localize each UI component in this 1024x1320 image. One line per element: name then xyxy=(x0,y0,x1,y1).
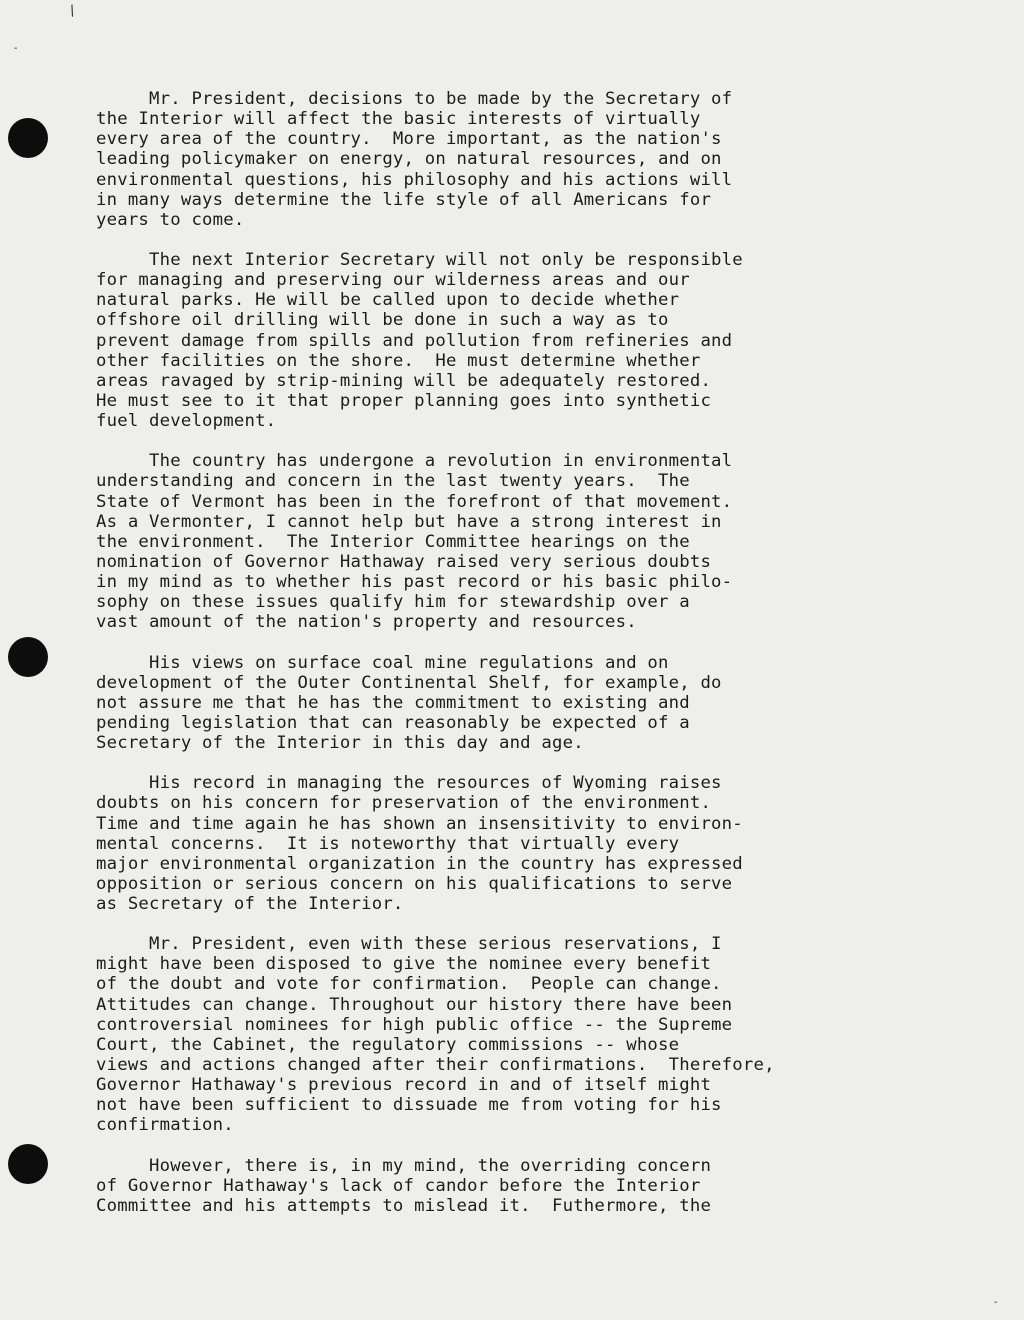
margin-mark: - xyxy=(14,43,18,54)
text-line: as Secretary of the Interior. xyxy=(96,894,404,915)
paragraph xyxy=(96,1156,996,1216)
punch-hole-bottom xyxy=(8,1144,48,1184)
text-line: areas ravaged by strip-mining will be adequately restored. xyxy=(96,370,712,391)
text-line: confirmation. xyxy=(96,1115,234,1136)
text-line: doubts on his concern for preservation of the environment. xyxy=(96,793,712,814)
paragraph xyxy=(96,773,996,914)
text-line: the environment. The Interior Committee hearings on the xyxy=(96,531,690,552)
text-line: major environmental organization in the country has expressed xyxy=(96,853,743,874)
text-line: in my mind as to whether his past record or his basic philo- xyxy=(96,572,733,593)
text-line: However, there is, in my mind, the overriding concern xyxy=(96,1155,712,1176)
paragraph xyxy=(96,653,996,754)
text-line: His views on surface coal mine regulations and on xyxy=(96,652,669,673)
text-line: prevent damage from spills and pollution from refineries and xyxy=(96,330,733,351)
text-line: of Governor Hathaway's lack of candor before the Interior xyxy=(96,1175,701,1196)
text-line: Governor Hathaway's previous record in and of itself might xyxy=(96,1075,712,1096)
text-line: Attitudes can change. Throughout our history there have been xyxy=(96,994,733,1015)
text-line: The next Interior Secretary will not only be responsible xyxy=(96,249,743,270)
text-line: opposition or serious concern on his qualifications to serve xyxy=(96,873,733,894)
text-line: for managing and preserving our wilderness areas and our xyxy=(96,270,690,291)
text-line: sophy on these issues qualify him for stewardship over a xyxy=(96,592,690,613)
text-line: development of the Outer Continental Shelf, for example, do xyxy=(96,672,722,693)
text-line: Time and time again he has shown an insensitivity to environ- xyxy=(96,813,743,834)
corner-mark: - xyxy=(994,1297,998,1308)
text-line: other facilities on the shore. He must determine whether xyxy=(96,350,701,371)
text-line: understanding and concern in the last twenty years. The xyxy=(96,471,690,492)
text-line: Court, the Cabinet, the regulatory commissions -- whose xyxy=(96,1034,680,1055)
text-line: offshore oil drilling will be done in such a way as to xyxy=(96,310,669,331)
text-line: environmental questions, his philosophy and his actions will xyxy=(96,169,733,190)
text-line: His record in managing the resources of Wyoming raises xyxy=(96,773,722,794)
text-line: The country has undergone a revolution in environmental xyxy=(96,451,733,472)
text-line: Mr. President, decisions to be made by the Secretary of xyxy=(96,89,733,109)
text-line: the Interior will affect the basic interests of virtually xyxy=(96,109,701,130)
text-line: views and actions changed after their confirmations. Therefore, xyxy=(96,1055,775,1076)
paragraph xyxy=(96,451,996,632)
punch-hole-middle xyxy=(8,637,48,677)
text-line: natural parks. He will be called upon to decide whether xyxy=(96,290,680,311)
text-line: of the doubt and vote for confirmation. People can change. xyxy=(96,974,722,995)
text-line: fuel development. xyxy=(96,411,277,432)
text-line: Committee and his attempts to mislead it. Futhermore, the xyxy=(96,1195,712,1216)
text-line: might have been disposed to give the nominee every benefit xyxy=(96,954,712,975)
text-line: not have been sufficient to dissuade me from voting for his xyxy=(96,1095,722,1116)
text-line: leading policymaker on energy, on natural resources, and on xyxy=(96,149,722,170)
paragraph xyxy=(96,934,996,1135)
text-line: vast amount of the nation's property and resources. xyxy=(96,612,637,633)
text-line: years to come. xyxy=(96,209,245,230)
text-line: in many ways determine the life style of all Americans for xyxy=(96,189,712,210)
text-line: pending legislation that can reasonably be expected of a xyxy=(96,712,690,733)
text-line: nomination of Governor Hathaway raised very serious doubts xyxy=(96,551,712,572)
text-line: State of Vermont has been in the forefront of that movement. xyxy=(96,491,733,512)
paragraph xyxy=(96,250,996,431)
punch-hole-top xyxy=(8,118,48,158)
text-line: every area of the country. More important, as the nation's xyxy=(96,129,722,150)
text-line: He must see to it that proper planning goes into synthetic xyxy=(96,390,712,411)
document-body xyxy=(96,89,996,1236)
text-line: Secretary of the Interior in this day and age. xyxy=(96,733,584,754)
text-line: Mr. President, even with these serious reservations, I xyxy=(96,934,722,955)
text-line: not assure me that he has the commitment to existing and xyxy=(96,692,690,713)
pen-mark: / xyxy=(67,2,78,20)
paragraph xyxy=(96,89,996,230)
text-line: controversial nominees for high public office -- the Supreme xyxy=(96,1014,733,1035)
text-line: mental concerns. It is noteworthy that virtually every xyxy=(96,833,680,854)
text-line: As a Vermonter, I cannot help but have a strong interest in xyxy=(96,511,722,532)
